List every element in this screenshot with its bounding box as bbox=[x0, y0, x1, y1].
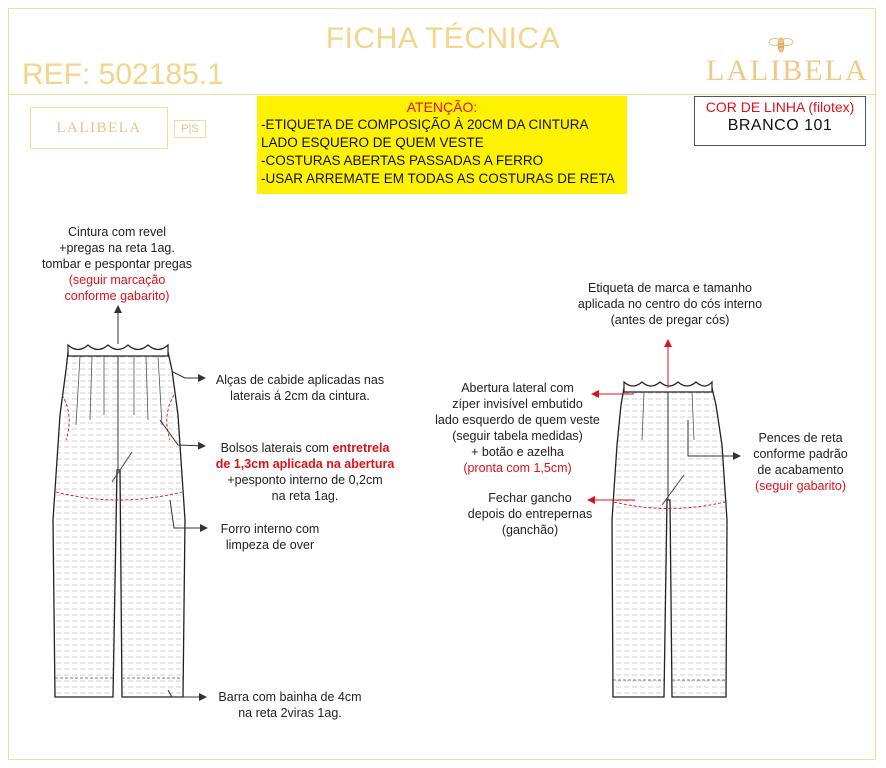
hook-note-line: (ganchão) bbox=[501, 523, 559, 537]
pockets-note-highlight: de 1,3cm aplicada na abertura bbox=[215, 457, 395, 471]
zipper-note-line: Abertura lateral com bbox=[461, 381, 574, 395]
pockets-note-line bbox=[205, 440, 405, 456]
waist-note-line: Cintura com revel bbox=[68, 225, 166, 239]
reference-code: REF: 502185.1 bbox=[22, 58, 224, 91]
zipper-note-line: (seguir tabela medidas) bbox=[452, 429, 583, 443]
hanger-note-line: laterais á 2cm da cintura. bbox=[230, 389, 370, 403]
darts-note-red: (seguir gabarito) bbox=[754, 479, 846, 493]
label-note-line: Etiqueta de marca e tamanho bbox=[588, 281, 752, 295]
darts-note-line: Pences de reta bbox=[758, 431, 843, 445]
waist-note-red: conforme gabarito) bbox=[64, 289, 170, 303]
hook-note bbox=[455, 490, 605, 538]
darts-note-line: de acabamento bbox=[757, 463, 844, 477]
darts-note-line: conforme padrão bbox=[753, 447, 848, 461]
hanger-loops-note bbox=[200, 372, 400, 404]
zipper-note-line: + botão e azelha bbox=[471, 445, 564, 459]
back-pants-drawing bbox=[612, 382, 727, 697]
zipper-note bbox=[425, 380, 610, 476]
attention-line: -USAR ARREMATE EM TODAS AS COSTURAS DE RETA bbox=[261, 171, 615, 186]
brand-name: LALIBELA bbox=[706, 54, 869, 87]
lining-note-line: Forro interno com bbox=[220, 522, 320, 536]
attention-line: LADO ESQUERO DE QUEM VESTE bbox=[261, 135, 484, 150]
darts-note bbox=[738, 430, 863, 494]
pockets-note-text: Bolsos laterais com bbox=[220, 441, 333, 455]
waist-note-line: tombar e pespontar pregas bbox=[41, 257, 193, 271]
size-label-tag: P|S bbox=[174, 120, 206, 138]
attention-title: ATENÇÃO: bbox=[406, 99, 478, 115]
page-title: FICHA TÉCNICA bbox=[325, 22, 561, 55]
hook-note-line: depois do entrepernas bbox=[467, 507, 593, 521]
waist-note-red: (seguir marcação bbox=[68, 273, 166, 287]
thread-color-value: BRANCO 101 bbox=[727, 117, 833, 134]
thread-color-title: COR DE LINHA (filotex) bbox=[705, 99, 855, 115]
label-note-line: (antes de pregar cós) bbox=[610, 313, 730, 327]
hook-note-line: Fechar gancho bbox=[488, 491, 572, 505]
waist-note bbox=[22, 224, 212, 304]
attention-line: -COSTURAS ABERTAS PASSADAS A FERRO bbox=[261, 153, 544, 168]
front-pants-drawing bbox=[53, 345, 185, 697]
pockets-note-line: +pesponto interno de 0,2cm bbox=[227, 473, 383, 487]
brand-label-note bbox=[555, 280, 785, 328]
hem-note-line: Barra com bainha de 4cm bbox=[218, 690, 362, 704]
zipper-note-line: zíper invisível embutido bbox=[452, 397, 583, 411]
pockets-note bbox=[205, 440, 405, 504]
brand-label-tag: LALIBELA bbox=[30, 107, 168, 149]
attention-line: -ETIQUETA DE COMPOSIÇÃO À 20CM DA CINTURA bbox=[261, 117, 589, 132]
hem-note-line: na reta 2viras 1ag. bbox=[238, 706, 342, 720]
label-note-line: aplicada no centro do cós interno bbox=[577, 297, 763, 311]
lining-note-line: limpeza de over bbox=[225, 538, 315, 552]
pockets-note-line: na reta 1ag. bbox=[271, 489, 339, 503]
zipper-note-line: lado esquerdo de quem veste bbox=[435, 413, 600, 427]
pockets-note-highlight: entretrela bbox=[332, 441, 390, 455]
hanger-note-line: Alças de cabide aplicadas nas bbox=[215, 373, 385, 387]
zipper-note-red: (pronta com 1,5cm) bbox=[463, 461, 572, 475]
hem-note bbox=[205, 689, 375, 721]
lining-note bbox=[210, 521, 330, 553]
waist-note-line: +pregas na reta 1ag. bbox=[59, 241, 175, 255]
